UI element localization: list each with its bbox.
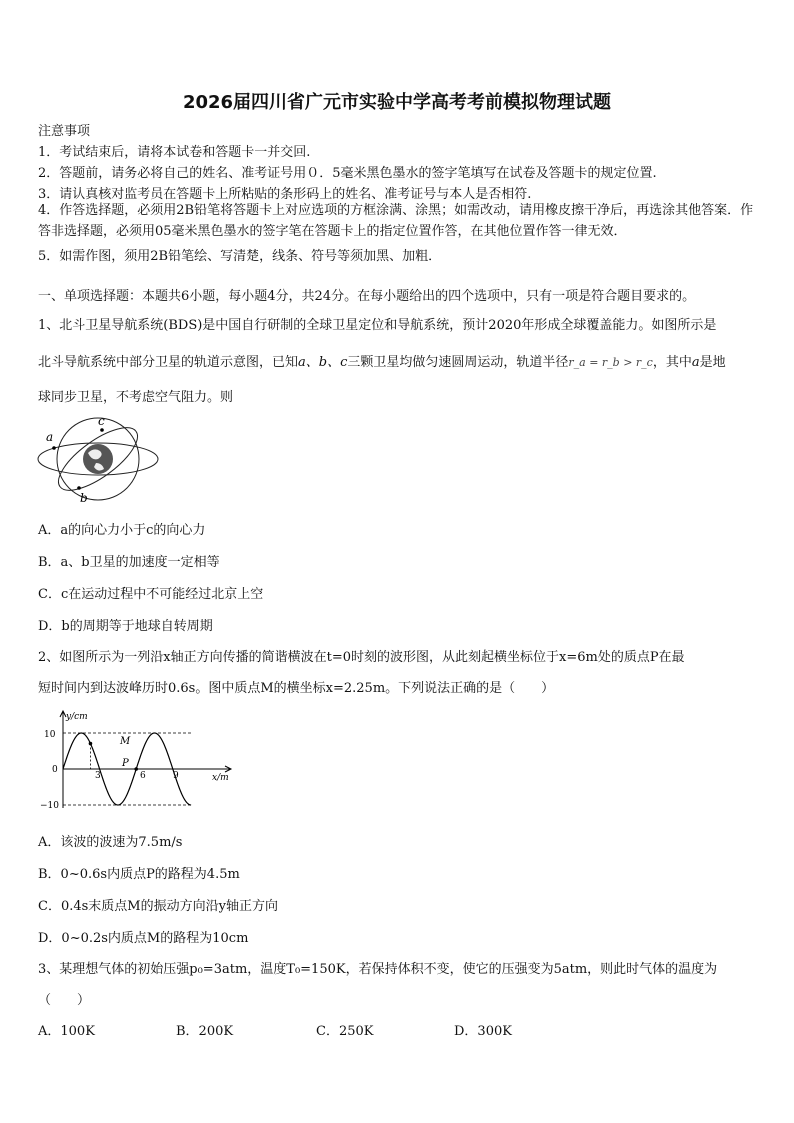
- wave-graph: [38, 708, 238, 814]
- satellite-b: [77, 486, 81, 490]
- q1-option-c: C．c在运动过程中不可能经过北京上空: [38, 587, 264, 602]
- q1-stem-line1: 1、北斗卫星导航系统(BDS)是中国自行研制的全球卫星定位和导航系统，预计2020年形成全球覆盖能力。如图所示是: [38, 318, 717, 333]
- q2-option-a: A．该波的波速为7.5m/s: [38, 835, 183, 850]
- q2-option-d: D．0~0.2s内质点M的路程为10cm: [38, 931, 249, 946]
- notice-item: 2．答题前，请务必将自己的姓名、准考证号用０．5毫米黑色墨水的签字笔填写在试卷及答题卡的规定位置.: [38, 166, 657, 181]
- x-tick-6: 6: [140, 771, 146, 781]
- label-P: P: [122, 758, 129, 769]
- q3-option-b: B．200K: [176, 1024, 234, 1039]
- q3-option-d: D．300K: [454, 1024, 512, 1039]
- x-axis-label: x/m: [212, 773, 229, 783]
- satellite-c: [100, 428, 104, 432]
- y-axis-label: y/cm: [66, 712, 88, 722]
- q3-stem-line1: 3、某理想气体的初始压强p₀=3atm，温度T₀=150K，若保持体积不变，使它的压强变为5atm，则此时气体的温度为: [38, 962, 718, 977]
- q1-text: 三颗卫星均做匀速圆周运动，轨道半径: [347, 355, 569, 370]
- section-heading: 一、单项选择题：本题共6小题，每小题4分，共24分。在每小题给出的四个选项中，只有一项是符合题目要求的。: [38, 289, 696, 304]
- x-tick-9: 9: [173, 771, 179, 781]
- q1-option-d: D．b的周期等于地球自转周期: [38, 619, 213, 634]
- y-tick-0: 0: [52, 765, 58, 775]
- q1-option-b: B．a、b卫星的加速度一定相等: [38, 555, 220, 570]
- q1-text: 是地: [699, 355, 726, 370]
- q3-stem-line2: （ ）: [38, 993, 91, 1008]
- label-c: c: [98, 415, 105, 428]
- q3-option-c: C．250K: [316, 1024, 374, 1039]
- q1-sat-names: a、b、c: [298, 355, 348, 370]
- label-a: a: [46, 430, 54, 444]
- y-tick-neg10: −10: [40, 801, 59, 811]
- q2-option-c: C．0.4s末质点M的振动方向沿y轴正方向: [38, 899, 278, 914]
- page-title: 2026届四川省广元市实验中学高考考前模拟物理试题: [182, 92, 612, 113]
- notice-item: 3．请认真核对监考员在答题卡上所粘贴的条形码上的姓名、准考证号与本人是否相符.: [38, 187, 532, 202]
- notice-heading: 注意事项: [38, 124, 91, 139]
- q2-stem-line1: 2、如图所示为一列沿x轴正方向传播的简谐横波在t=0时刻的波形图，从此刻起横坐标位于x=6m处的质点P在最: [38, 650, 685, 665]
- q1-sat-a: a: [691, 355, 700, 370]
- q1-text: 北斗导航系统中部分卫星的轨道示意图，已知: [38, 355, 299, 370]
- q3-option-a: A．100K: [38, 1024, 95, 1039]
- label-M: M: [120, 736, 131, 747]
- notice-item: 4．作答选择题，必须用2B铅笔将答题卡上对应选项的方框涂满、涂黑；如需改动，请用橡皮擦干净后，再选涂其他答案．作答非选择题，必须用05毫米黑色墨水的签字笔在答题卡上的指定位置作答，在其他位置作答一律无效．: [38, 203, 754, 239]
- q1-option-a: A．a的向心力小于c的向心力: [38, 523, 206, 538]
- x-tick-3: 3: [95, 771, 101, 781]
- q2-stem-line2: 短时间内到达波峰历时0.6s。图中质点M的横坐标x=2.25m。下列说法正确的是（ ）: [38, 681, 555, 696]
- point-P: [134, 767, 138, 771]
- q2-option-b: B．0~0.6s内质点P的路程为4.5m: [38, 867, 240, 882]
- notice-item: 5．如需作图，须用2B铅笔绘、写清楚，线条、符号等须加黑、加粗．: [38, 249, 442, 264]
- q1-text: ，其中: [652, 355, 692, 370]
- q1-stem-line2: [38, 351, 726, 370]
- satellite-a: [52, 446, 56, 450]
- notice-item: 1．考试结束后，请将本试卷和答题卡一并交回.: [38, 145, 311, 160]
- q1-stem-line3: 球同步卫星，不考虑空气阻力。则: [38, 390, 234, 405]
- label-b: b: [80, 491, 88, 505]
- orbit-diagram: [36, 415, 166, 505]
- y-tick-10: 10: [44, 730, 56, 740]
- q1-radius-relation: r_a = r_b > r_c: [568, 356, 653, 369]
